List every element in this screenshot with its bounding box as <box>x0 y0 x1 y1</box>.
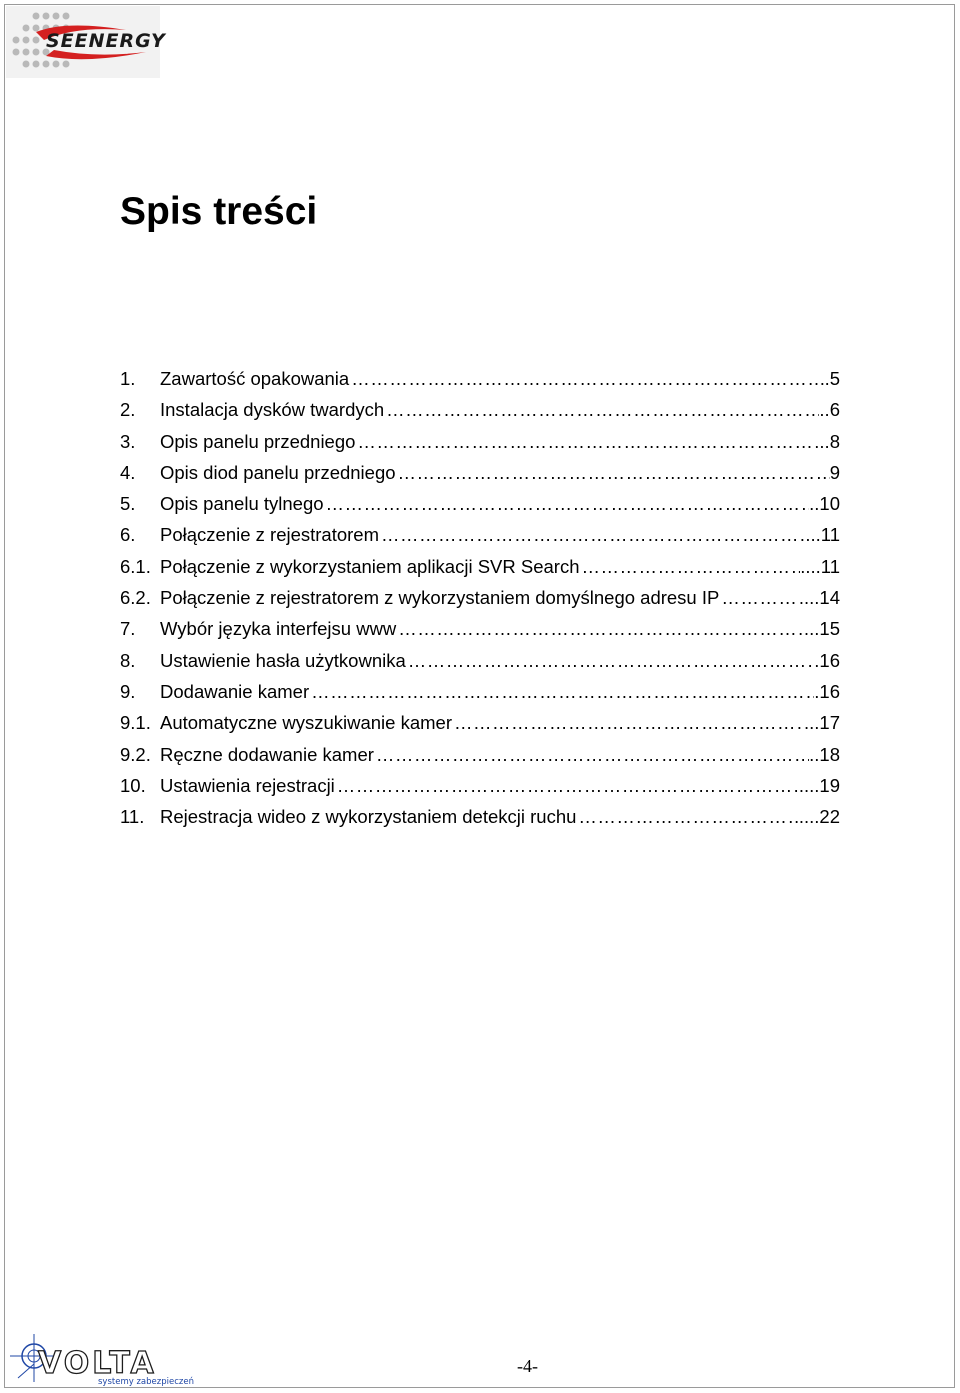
toc-entry-page: ...17 <box>804 712 840 734</box>
toc-entry-number: 3. <box>120 430 136 452</box>
toc-entry[interactable] <box>120 556 840 587</box>
toc-entry-page: .16 <box>814 649 840 671</box>
toc-entry-label: Połączenie z wykorzystaniem aplikacji SVR Search <box>160 555 580 577</box>
toc-entry-label: Opis panelu przedniego <box>160 430 356 452</box>
volta-logo-subtitle: systemy zabezpieczeń <box>98 1377 194 1387</box>
toc-dot-leader <box>357 431 814 453</box>
toc-dot-leader <box>721 587 799 609</box>
toc-entry-number: 9.1. <box>120 712 151 734</box>
toc-entry-number: 9.2. <box>120 743 151 765</box>
toc-entry[interactable] <box>120 806 840 837</box>
toc-entry-page: 9 <box>829 461 840 483</box>
toc-entry-page: .5 <box>824 368 840 389</box>
toc-entry-label: Opis panelu tylnego <box>160 493 324 515</box>
toc-entry-page: ..10 <box>809 493 840 515</box>
table-of-contents <box>120 368 840 837</box>
toc-entry[interactable] <box>120 650 840 681</box>
toc-entry-page: ....14 <box>798 587 840 609</box>
toc-entry-label: Automatyczne wyszukiwanie kamer <box>160 712 452 734</box>
toc-dot-leader <box>582 556 801 578</box>
toc-dot-leader <box>311 681 814 703</box>
toc-entry-number: 11. <box>120 806 145 828</box>
toc-entry-page: ....22 <box>798 806 840 828</box>
toc-entry-number: 9. <box>120 680 136 702</box>
toc-dot-leader <box>351 368 824 390</box>
seenergy-logo-text: SEENERGY <box>46 30 166 52</box>
toc-dot-leader <box>454 712 804 734</box>
toc-entry-page: ....11 <box>800 555 840 577</box>
toc-entry-page: .16 <box>814 680 840 702</box>
volta-logo-text: VOLTA <box>38 1346 157 1381</box>
toc-entry-label: Instalacja dysków twardych <box>160 399 385 421</box>
toc-entry-label: Dodawanie kamer <box>160 680 310 702</box>
toc-entry-page: ..18 <box>809 743 840 765</box>
toc-entry[interactable] <box>120 744 840 775</box>
toc-dot-leader <box>376 744 809 766</box>
toc-entry-number: 6.1. <box>120 555 151 577</box>
toc-entry-label: Opis diod panelu przedniego <box>160 461 396 483</box>
toc-entry[interactable] <box>120 681 840 712</box>
toc-dot-leader <box>326 493 810 515</box>
page-title: Spis treści <box>120 190 318 233</box>
toc-entry-number: 5. <box>120 493 136 515</box>
toc-entry[interactable] <box>120 399 840 430</box>
toc-entry-page: ....19 <box>798 774 840 796</box>
toc-entry[interactable] <box>120 368 840 399</box>
toc-dot-leader <box>386 399 819 421</box>
toc-entry-label: Ustawienie hasła użytkownika <box>160 649 406 671</box>
toc-entry-number: 4. <box>120 461 136 483</box>
toc-entry-page: ...11 <box>805 524 840 546</box>
toc-entry[interactable] <box>120 712 840 743</box>
toc-entry-label: Rejestracja wideo z wykorzystaniem detekcji ruchu <box>160 806 577 828</box>
toc-dot-leader <box>398 618 809 640</box>
toc-entry-label: Połączenie z rejestratorem z wykorzystaniem domyślnego adresu IP <box>160 587 720 609</box>
toc-entry[interactable] <box>120 431 840 462</box>
toc-dot-leader <box>381 524 805 546</box>
toc-entry-label: Ręczne dodawanie kamer <box>160 743 374 765</box>
toc-entry[interactable] <box>120 524 840 555</box>
toc-dot-leader <box>578 806 798 828</box>
toc-entry-number: 6.2. <box>120 587 151 609</box>
toc-entry-page: ..6 <box>819 399 840 421</box>
toc-entry-page: ...8 <box>814 430 840 452</box>
toc-entry-label: Połączenie z rejestratorem <box>160 524 380 546</box>
toc-entry-label: Ustawienia rejestracji <box>160 774 335 796</box>
toc-entry[interactable] <box>120 775 840 806</box>
toc-entry[interactable] <box>120 618 840 649</box>
toc-entry[interactable] <box>120 587 840 618</box>
toc-entry-label: Wybór języka interfejsu www <box>160 618 397 640</box>
toc-entry-number: 10. <box>120 774 146 796</box>
toc-entry-number: 2. <box>120 399 136 421</box>
toc-entry[interactable] <box>120 462 840 493</box>
toc-entry-number: 8. <box>120 649 136 671</box>
toc-entry-number: 1. <box>120 368 136 389</box>
toc-entry[interactable] <box>120 493 840 524</box>
page-number: -4- <box>517 1356 538 1376</box>
toc-entry-label: Zawartość opakowania <box>160 368 350 389</box>
toc-entry-number: 7. <box>120 618 136 640</box>
toc-entry-page: ..15 <box>809 618 840 640</box>
toc-dot-leader <box>408 650 815 672</box>
toc-dot-leader <box>337 775 799 797</box>
toc-dot-leader <box>398 462 830 484</box>
toc-entry-number: 6. <box>120 524 136 546</box>
